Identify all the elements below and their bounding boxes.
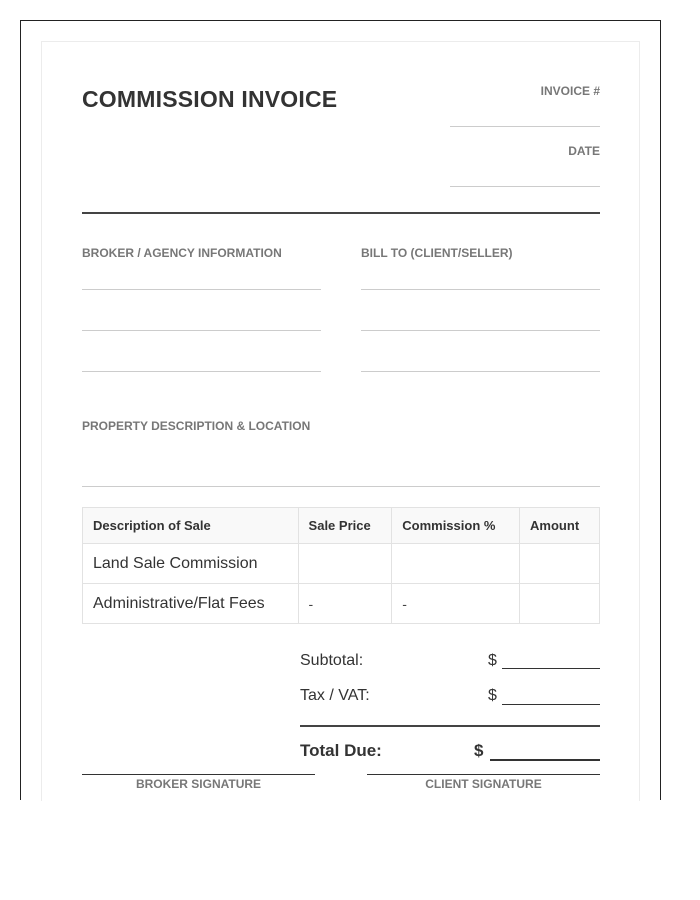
table-row (83, 544, 600, 584)
totals-divider (300, 725, 600, 727)
bill-to-line-3[interactable] (361, 371, 600, 372)
tax-field[interactable] (502, 704, 600, 705)
subtotal-label: Subtotal: (300, 652, 364, 669)
broker-info-line-2[interactable] (82, 330, 321, 331)
column-header-amount: Amount (520, 508, 600, 544)
bill-to-label: BILL TO (CLIENT/SELLER) (361, 246, 513, 260)
row-description: Administrative/Flat Fees (83, 584, 299, 624)
total-due-field[interactable] (490, 759, 600, 761)
row-sale-price[interactable]: - (298, 584, 392, 624)
total-due-label: Total Due: (300, 741, 382, 760)
invoice-number-label: INVOICE # (540, 84, 600, 98)
total-due-currency: $ (474, 741, 484, 760)
broker-info-line-3[interactable] (82, 371, 321, 372)
column-header-description: Description of Sale (83, 508, 299, 544)
tax-label: Tax / VAT: (300, 687, 370, 704)
broker-info-label: BROKER / AGENCY INFORMATION (82, 246, 282, 260)
broker-signature-line[interactable] (82, 774, 315, 775)
row-commission[interactable]: - (392, 584, 520, 624)
bill-to-line-2[interactable] (361, 330, 600, 331)
row-commission[interactable] (392, 544, 520, 584)
commission-table (82, 507, 600, 624)
row-description: Land Sale Commission (83, 544, 299, 584)
property-description-label: PROPERTY DESCRIPTION & LOCATION (82, 419, 311, 433)
tax-currency: $ (488, 687, 497, 704)
header-divider (82, 212, 600, 214)
column-header-sale-price: Sale Price (298, 508, 392, 544)
document-title: COMMISSION INVOICE (82, 86, 338, 112)
row-amount[interactable] (520, 584, 600, 624)
broker-info-line-1[interactable] (82, 289, 321, 290)
column-header-commission: Commission % (392, 508, 520, 544)
date-field[interactable] (450, 186, 600, 187)
subtotal-field[interactable] (502, 668, 600, 669)
subtotal-currency: $ (488, 652, 497, 669)
table-header-row (83, 508, 600, 544)
table-row (83, 584, 600, 624)
bill-to-line-1[interactable] (361, 289, 600, 290)
row-amount[interactable] (520, 544, 600, 584)
row-sale-price[interactable] (298, 544, 392, 584)
client-signature-line[interactable] (367, 774, 600, 775)
broker-signature-label: BROKER SIGNATURE (135, 777, 262, 791)
property-description-field[interactable] (82, 486, 600, 487)
invoice-number-field[interactable] (450, 126, 600, 127)
client-signature-label: CLIENT SIGNATURE (425, 777, 542, 791)
date-label: DATE (568, 144, 600, 158)
